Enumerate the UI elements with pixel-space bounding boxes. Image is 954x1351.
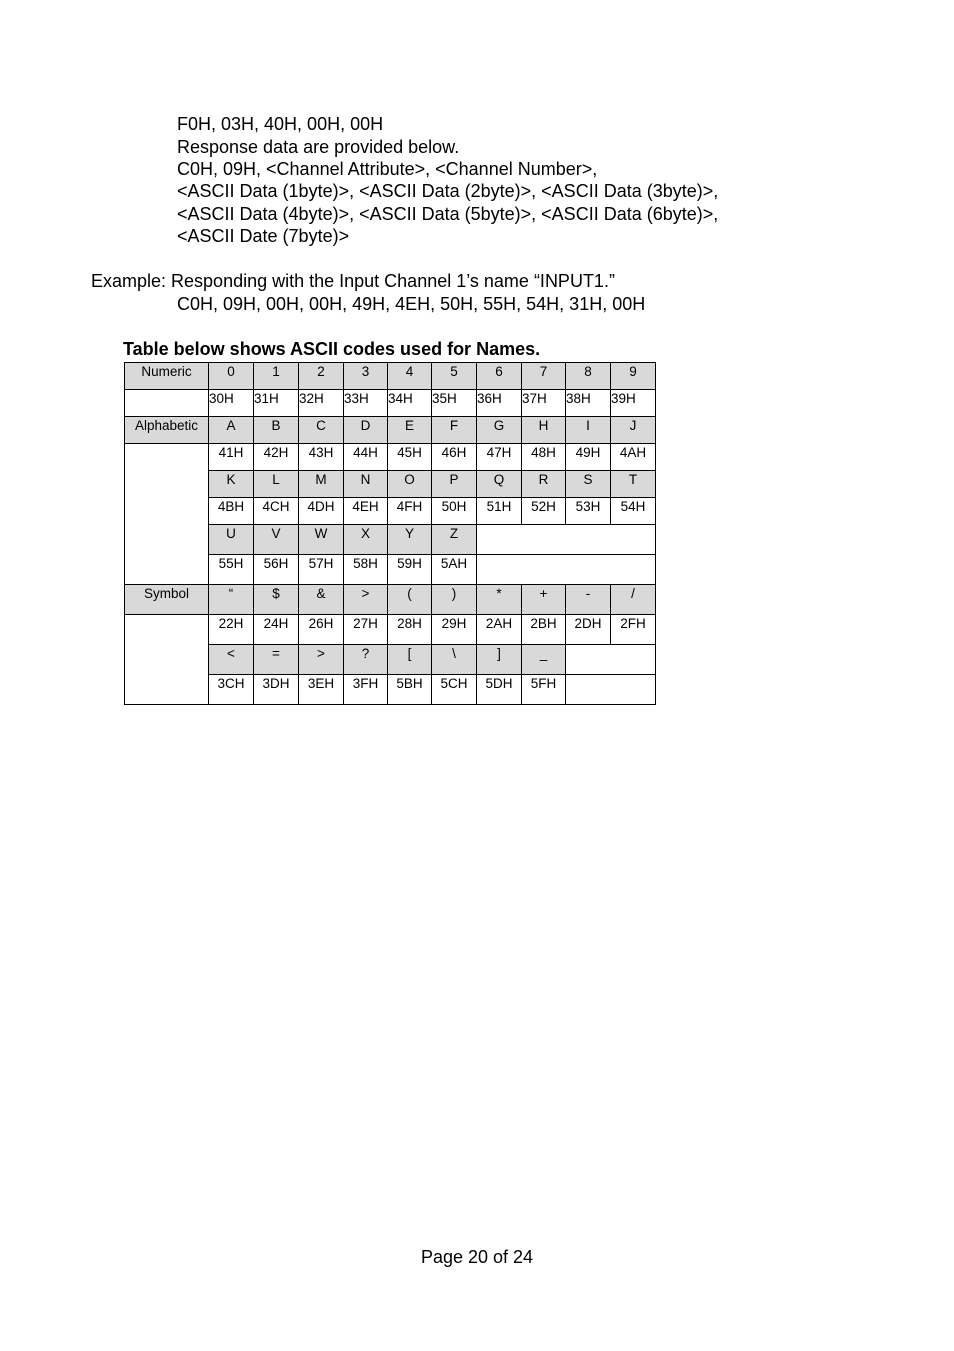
char-cell: N: [344, 471, 388, 498]
char-cell: D: [344, 417, 388, 444]
char-cell: $: [254, 585, 299, 615]
code-cell: 4EH: [344, 498, 388, 525]
char-cell: Q: [477, 471, 522, 498]
code-cell: 37H: [522, 390, 566, 417]
code-cell: 45H: [388, 444, 432, 471]
code-cell: 57H: [299, 555, 344, 585]
code-cell: 33H: [344, 390, 388, 417]
char-cell: X: [344, 525, 388, 555]
char-cell: Y: [388, 525, 432, 555]
code-cell: 3EH: [299, 675, 344, 705]
char-cell: 1: [254, 363, 299, 390]
code-cell: 3CH: [209, 675, 254, 705]
code-cell: 39H: [611, 390, 656, 417]
body-line: <ASCII Date (7byte)>: [177, 226, 350, 246]
code-cell: 51H: [477, 498, 522, 525]
empty-cell: [477, 555, 656, 585]
code-cell: 2DH: [566, 615, 611, 645]
table-title: Table below shows ASCII codes used for Names.: [123, 339, 541, 359]
char-cell: U: [209, 525, 254, 555]
char-cell: B: [254, 417, 299, 444]
code-cell: 34H: [388, 390, 432, 417]
code-cell: 54H: [611, 498, 656, 525]
char-cell: I: [566, 417, 611, 444]
char-cell: ?: [344, 645, 388, 675]
page-number: Page 20 of 24: [420, 1247, 534, 1267]
char-cell: /: [611, 585, 656, 615]
row-label-numeric: Numeric: [125, 363, 209, 390]
code-cell: 27H: [344, 615, 388, 645]
char-cell: &: [299, 585, 344, 615]
code-cell: 24H: [254, 615, 299, 645]
code-cell: 47H: [477, 444, 522, 471]
code-cell: 42H: [254, 444, 299, 471]
char-cell: 7: [522, 363, 566, 390]
char-cell: “: [209, 585, 254, 615]
example-line: Example: Responding with the Input Channel 1’s name “INPUT1.”: [91, 271, 615, 291]
table-row: [125, 417, 656, 444]
example-data-line: C0H, 09H, 00H, 00H, 49H, 4EH, 50H, 55H, 54H, 31H, 00H: [177, 294, 646, 314]
char-cell: [: [388, 645, 432, 675]
char-cell: P: [432, 471, 477, 498]
char-cell: J: [611, 417, 656, 444]
char-cell: 5: [432, 363, 477, 390]
empty-cell: [125, 390, 209, 417]
char-cell: 3: [344, 363, 388, 390]
code-cell: 48H: [522, 444, 566, 471]
char-cell: T: [611, 471, 656, 498]
code-cell: 4AH: [611, 444, 656, 471]
table-row: [125, 363, 656, 390]
char-cell: -: [566, 585, 611, 615]
body-line: C0H, 09H, <Channel Attribute>, <Channel Number>,: [177, 159, 598, 179]
empty-cell: [125, 444, 209, 585]
char-cell: E: [388, 417, 432, 444]
code-cell: 2FH: [611, 615, 656, 645]
table-row: [125, 615, 656, 645]
body-line: <ASCII Data (4byte)>, <ASCII Data (5byte)>, <ASCII Data (6byte)>,: [177, 204, 719, 224]
char-cell: K: [209, 471, 254, 498]
char-cell: ): [432, 585, 477, 615]
char-cell: \: [432, 645, 477, 675]
char-cell: Z: [432, 525, 477, 555]
code-cell: 2BH: [522, 615, 566, 645]
char-cell: 4: [388, 363, 432, 390]
code-cell: 5BH: [388, 675, 432, 705]
code-cell: 28H: [388, 615, 432, 645]
code-cell: 3FH: [344, 675, 388, 705]
char-cell: 0: [209, 363, 254, 390]
empty-cell: [566, 645, 656, 675]
char-cell: M: [299, 471, 344, 498]
char-cell: +: [522, 585, 566, 615]
code-cell: 30H: [209, 390, 254, 417]
code-cell: 22H: [209, 615, 254, 645]
empty-cell: [477, 525, 656, 555]
char-cell: 9: [611, 363, 656, 390]
empty-cell: [125, 615, 209, 705]
char-cell: ]: [477, 645, 522, 675]
code-cell: 3DH: [254, 675, 299, 705]
body-line: Response data are provided below.: [177, 137, 460, 157]
char-cell: 8: [566, 363, 611, 390]
code-cell: 26H: [299, 615, 344, 645]
code-cell: 4CH: [254, 498, 299, 525]
char-cell: <: [209, 645, 254, 675]
char-cell: (: [388, 585, 432, 615]
char-cell: *: [477, 585, 522, 615]
code-cell: 4DH: [299, 498, 344, 525]
code-cell: 36H: [477, 390, 522, 417]
char-cell: R: [522, 471, 566, 498]
code-cell: 44H: [344, 444, 388, 471]
code-cell: 31H: [254, 390, 299, 417]
code-cell: 29H: [432, 615, 477, 645]
code-cell: 5FH: [522, 675, 566, 705]
char-cell: V: [254, 525, 299, 555]
char-cell: G: [477, 417, 522, 444]
table-row: [125, 444, 656, 471]
char-cell: O: [388, 471, 432, 498]
char-cell: L: [254, 471, 299, 498]
empty-cell: [566, 675, 656, 705]
code-cell: 4FH: [388, 498, 432, 525]
table-row: [125, 390, 656, 417]
char-cell: S: [566, 471, 611, 498]
code-cell: 56H: [254, 555, 299, 585]
code-cell: 58H: [344, 555, 388, 585]
char-cell: =: [254, 645, 299, 675]
char-cell: A: [209, 417, 254, 444]
char-cell: >: [299, 645, 344, 675]
code-cell: 2AH: [477, 615, 522, 645]
row-label-symbol: Symbol: [125, 585, 209, 615]
body-line: F0H, 03H, 40H, 00H, 00H: [177, 114, 384, 134]
code-cell: 43H: [299, 444, 344, 471]
char-cell: H: [522, 417, 566, 444]
code-cell: 59H: [388, 555, 432, 585]
char-cell: >: [344, 585, 388, 615]
body-line: <ASCII Data (1byte)>, <ASCII Data (2byte)>, <ASCII Data (3byte)>,: [177, 181, 719, 201]
code-cell: 5DH: [477, 675, 522, 705]
code-cell: 5CH: [432, 675, 477, 705]
code-cell: 46H: [432, 444, 477, 471]
char-cell: 6: [477, 363, 522, 390]
code-cell: 5AH: [432, 555, 477, 585]
code-cell: 53H: [566, 498, 611, 525]
code-cell: 35H: [432, 390, 477, 417]
table-row: [125, 585, 656, 615]
char-cell: _: [522, 645, 566, 675]
char-cell: 2: [299, 363, 344, 390]
code-cell: 55H: [209, 555, 254, 585]
code-cell: 41H: [209, 444, 254, 471]
code-cell: 49H: [566, 444, 611, 471]
char-cell: C: [299, 417, 344, 444]
char-cell: W: [299, 525, 344, 555]
code-cell: 32H: [299, 390, 344, 417]
code-cell: 52H: [522, 498, 566, 525]
ascii-code-table: [124, 362, 656, 705]
code-cell: 38H: [566, 390, 611, 417]
char-cell: F: [432, 417, 477, 444]
code-cell: 50H: [432, 498, 477, 525]
row-label-alphabetic: Alphabetic: [125, 417, 209, 444]
code-cell: 4BH: [209, 498, 254, 525]
